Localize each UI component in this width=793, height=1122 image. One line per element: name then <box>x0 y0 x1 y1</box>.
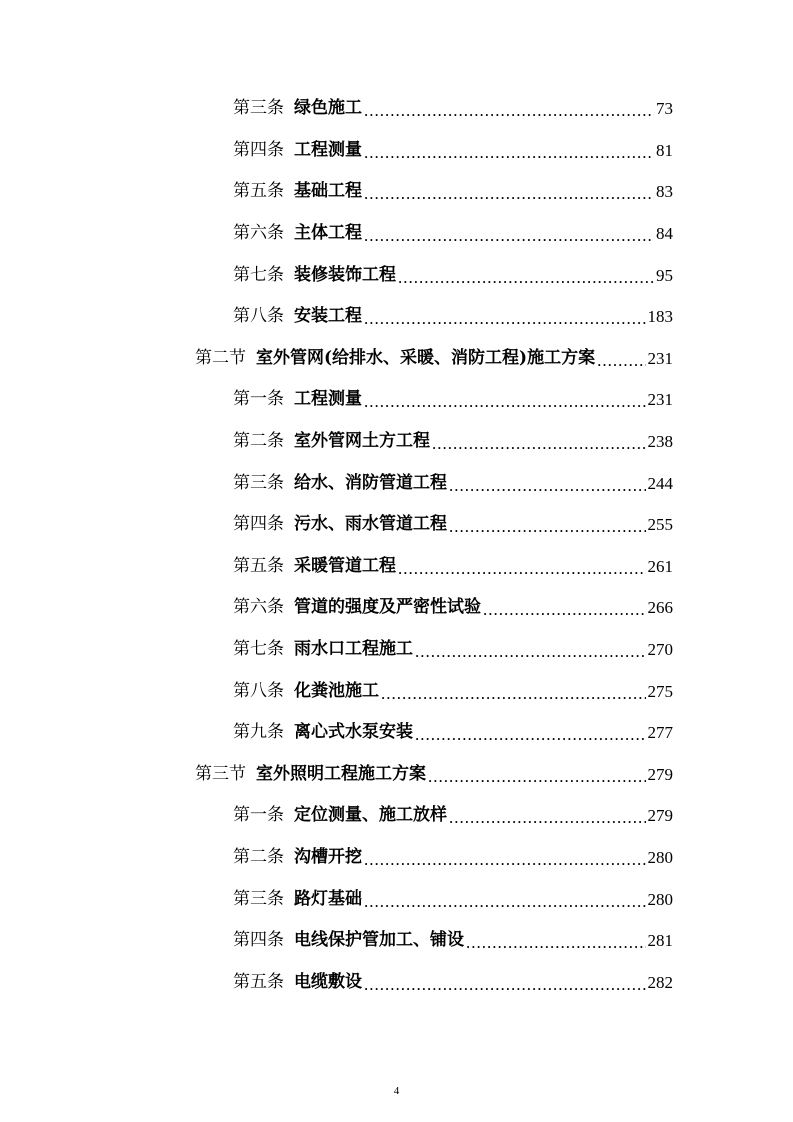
toc-leader-dots <box>398 560 646 577</box>
toc-entry-number: 第三节 <box>195 763 246 784</box>
toc-entry-number: 第九条 <box>233 722 284 743</box>
toc-entry-number: 第七条 <box>233 264 284 285</box>
toc-entry-page: 84 <box>656 224 673 244</box>
toc-leader-dots <box>428 768 646 785</box>
toc-entry[interactable] <box>0 878 673 920</box>
toc-entry-title: 绿色施工 <box>294 98 362 119</box>
toc-entry[interactable] <box>0 379 673 421</box>
toc-entry-title: 给水、消防管道工程 <box>294 472 447 493</box>
toc-entry[interactable] <box>0 504 673 546</box>
toc-entry-number: 第三条 <box>233 472 284 493</box>
toc-entry[interactable] <box>0 920 673 962</box>
toc-entry-number: 第四条 <box>233 514 284 535</box>
toc-leader-dots <box>483 601 646 618</box>
toc-entry-page: 280 <box>647 889 673 909</box>
toc-leader-dots <box>364 185 654 202</box>
toc-entry-title: 离心式水泵安装 <box>294 722 413 743</box>
toc-entry-page: 266 <box>647 598 673 618</box>
toc-entry-title: 工程测量 <box>294 389 362 410</box>
toc-entry[interactable] <box>0 462 673 504</box>
toc-entry[interactable] <box>0 213 673 255</box>
toc-leader-dots <box>398 269 654 286</box>
toc-entry-number: 第四条 <box>233 930 284 951</box>
toc-leader-dots <box>449 809 646 826</box>
toc-entry-title: 雨水口工程施工 <box>294 639 413 660</box>
toc-entry-number: 第五条 <box>233 555 284 576</box>
toc-entry[interactable] <box>0 629 673 671</box>
toc-entry-page: 183 <box>647 307 673 327</box>
toc-entry[interactable] <box>0 670 673 712</box>
toc-leader-dots <box>364 976 646 993</box>
toc-entry-title: 定位测量、施工放样 <box>294 805 447 826</box>
toc-entry-title: 主体工程 <box>294 223 362 244</box>
toc-leader-dots <box>449 518 646 535</box>
toc-entry[interactable] <box>0 296 673 338</box>
toc-entry-title: 污水、雨水管道工程 <box>294 514 447 535</box>
toc-entry-title: 管道的强度及严密性试验 <box>294 597 481 618</box>
toc-entry-title: 室外管网(给排水、采暖、消防工程)施工方案 <box>256 347 596 368</box>
toc-leader-dots <box>432 435 646 452</box>
toc-entry-title: 室外照明工程施工方案 <box>256 763 426 784</box>
toc-entry-page: 95 <box>656 265 673 285</box>
toc-entry[interactable] <box>0 961 673 1003</box>
toc-leader-dots <box>415 726 646 743</box>
toc-entry[interactable] <box>0 254 673 296</box>
toc-entry-number: 第八条 <box>233 306 284 327</box>
toc-entry[interactable] <box>0 421 673 463</box>
toc-entry-number: 第四条 <box>233 139 284 160</box>
toc-entry-title: 沟槽开挖 <box>294 846 362 867</box>
toc-entry-title: 基础工程 <box>294 181 362 202</box>
toc-leader-dots <box>364 227 654 244</box>
toc-entry-title: 电线保护管加工、铺设 <box>294 930 464 951</box>
toc-entry-page: 81 <box>656 140 673 160</box>
toc-entry[interactable] <box>0 88 673 130</box>
toc-entry-page: 281 <box>647 931 673 951</box>
toc-leader-dots <box>364 310 646 327</box>
toc-leader-dots <box>381 685 646 702</box>
toc-leader-dots <box>364 144 654 161</box>
toc-entry[interactable] <box>0 712 673 754</box>
toc-entry-page: 279 <box>647 764 673 784</box>
toc-entry-title: 采暖管道工程 <box>294 555 396 576</box>
toc-entry-number: 第六条 <box>233 223 284 244</box>
toc-entry[interactable] <box>0 587 673 629</box>
table-of-contents <box>0 88 793 1003</box>
toc-entry[interactable] <box>0 546 673 588</box>
toc-entry-page: 261 <box>647 556 673 576</box>
toc-leader-dots <box>449 477 646 494</box>
toc-entry-page: 73 <box>656 99 673 119</box>
toc-leader-dots <box>597 352 645 369</box>
toc-entry-title: 室外管网土方工程 <box>294 431 430 452</box>
toc-entry-page: 238 <box>647 432 673 452</box>
toc-entry-page: 275 <box>647 681 673 701</box>
toc-entry-page: 282 <box>647 972 673 992</box>
toc-entry[interactable] <box>0 837 673 879</box>
toc-leader-dots <box>364 393 646 410</box>
toc-leader-dots <box>364 851 646 868</box>
toc-entry-number: 第二条 <box>233 846 284 867</box>
toc-entry-page: 279 <box>647 806 673 826</box>
toc-entry-number: 第五条 <box>233 971 284 992</box>
toc-entry-page: 231 <box>647 390 673 410</box>
toc-entry-title: 电缆敷设 <box>294 971 362 992</box>
toc-entry-number: 第三条 <box>233 888 284 909</box>
toc-entry-number: 第一条 <box>233 389 284 410</box>
toc-entry-number: 第八条 <box>233 680 284 701</box>
toc-entry-page: 244 <box>647 473 673 493</box>
toc-entry-number: 第三条 <box>233 98 284 119</box>
toc-section-entry[interactable] <box>0 338 673 380</box>
toc-entry-title: 化粪池施工 <box>294 680 379 701</box>
toc-entry-number: 第五条 <box>233 181 284 202</box>
toc-entry-number: 第二节 <box>195 347 246 368</box>
toc-entry-title: 安装工程 <box>294 306 362 327</box>
toc-entry-title: 装修装饰工程 <box>294 264 396 285</box>
page-footer-number: 4 <box>393 1085 400 1097</box>
toc-entry-number: 第一条 <box>233 805 284 826</box>
toc-entry-page: 83 <box>656 182 673 202</box>
toc-leader-dots <box>415 643 646 660</box>
toc-entry-number: 第六条 <box>233 597 284 618</box>
toc-entry-page: 277 <box>647 723 673 743</box>
toc-entry[interactable] <box>0 130 673 172</box>
toc-entry-title: 工程测量 <box>294 139 362 160</box>
toc-entry-page: 231 <box>647 348 673 368</box>
toc-entry-page: 255 <box>647 515 673 535</box>
toc-leader-dots <box>364 893 646 910</box>
toc-entry-number: 第七条 <box>233 639 284 660</box>
toc-entry[interactable] <box>0 171 673 213</box>
toc-entry-page: 280 <box>647 847 673 867</box>
toc-entry-title: 路灯基础 <box>294 888 362 909</box>
toc-leader-dots <box>466 934 646 951</box>
toc-entry-page: 270 <box>647 640 673 660</box>
toc-leader-dots <box>364 102 654 119</box>
toc-entry[interactable] <box>0 795 673 837</box>
toc-entry-number: 第二条 <box>233 431 284 452</box>
toc-section-entry[interactable] <box>0 754 673 796</box>
